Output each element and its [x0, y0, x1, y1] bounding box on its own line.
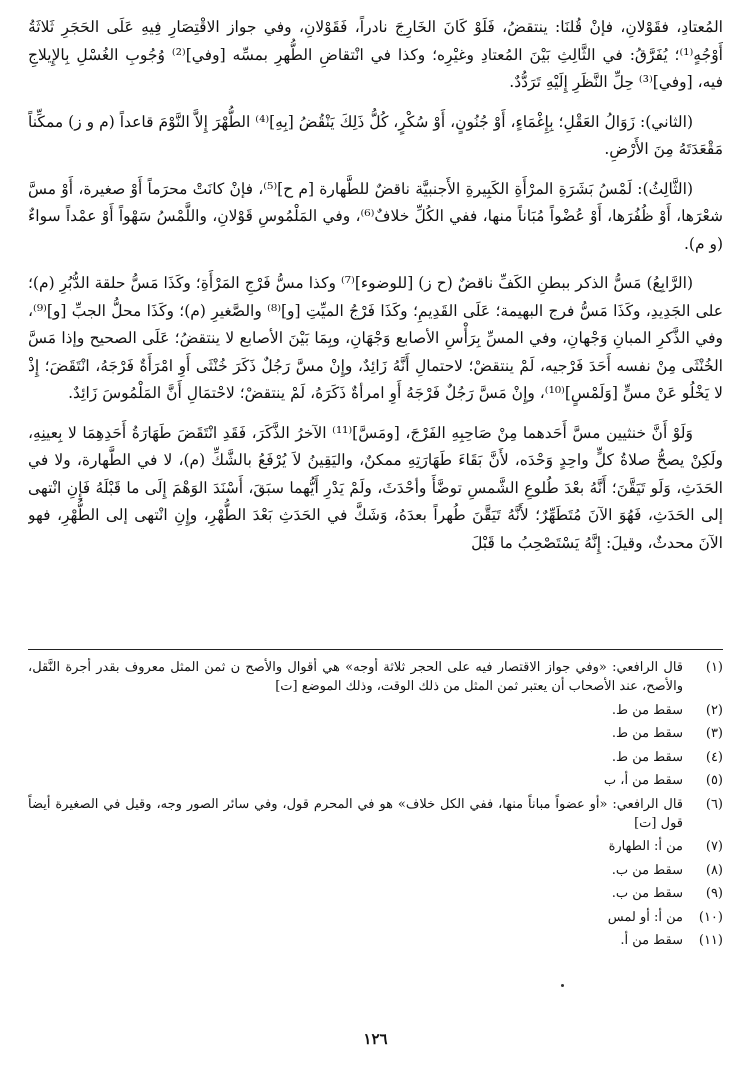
footnote-number: (٣)	[705, 726, 723, 741]
footnote	[28, 931, 723, 950]
footnote	[28, 837, 723, 856]
paragraph-second: (الثاني): زَوَالُ العَقْلِ؛ بِإِغْمَاءٍ، أَوْ جُنُونٍ، أَوْ سُكْرٍ، كُلُّ ذَلِكَ يَنْقُضُ [بِهِ]⁽⁴⁾ الطُّهْرَ إِلاَّ النَّوْمَ قاعداً (م و ز) ممكِّناً مَقْعَدَتَهُ مِنَ الأَرْضِ.	[28, 112, 723, 158]
footnote-text: سقط من ط.	[611, 726, 683, 741]
footnote-text: سقط من أ.	[620, 933, 683, 948]
footnote-number: (١٠)	[698, 909, 723, 925]
footnote	[28, 771, 723, 790]
footnote-text: سقط من ط.	[611, 749, 683, 765]
footnote-number: (٥)	[705, 773, 723, 788]
footnote	[28, 908, 723, 927]
footnote	[28, 748, 723, 767]
footnote-number: (٧)	[705, 839, 723, 854]
stray-mark	[561, 984, 564, 987]
footnote	[28, 861, 723, 880]
footnote-number: (٩)	[705, 886, 723, 901]
footnote-number: (٨)	[705, 862, 723, 878]
footnote	[28, 884, 723, 903]
footnote-divider	[28, 649, 723, 650]
footnote	[28, 724, 723, 743]
paragraph-fourth: (الرَّابِعُ) مَسُّ الذكر ببطنِ الكَفِّ ناقضٌ (ح ز) [للوضوء]⁽⁷⁾ وكذا مسُّ فَرْجِ المَرْأَةِ؛ وكَذَا مَسُّ حلقة الدُّبُرِ (م)؛ على الجَدِيدِ، وكَذَا مَسُّ فرج البهيمة؛ عَلَى القَدِيمِ؛ وكَذَا فَرْجُ الميِّتِ [و]⁽⁸⁾ والصَّغيرِ (م)؛ وكَذَا محلُّ الجبِّ [و]⁽⁹⁾، وفي الذَّكرِ المبانِ وَجْهانِ، وفي المسِّ بِرَأْسِ الأصابع وَجْهَانِ، وبِمَا بَيْنَ الأصابع لا ينتقضُ؛ عَلَى الصحيح وإذا مَسَّ الخُنْثَى مِنْ نفسه أَحَدَ فَرْجيه، لَمْ ينتقضْ؛ لاحتمالِ أَنَّهُ زَائِدٌ، وإِنْ مسَّ رَجُلٌ ذَكَرَ خُنْثَى أَوِ امْرَأَةٌ فَرْجَهُ، انْتَقَضَ؛ إِذْ لا يَخْلُو عَنْ مسٍّ [وَلَمْسٍ]⁽¹⁰⁾، وإِنْ مَسَّ رَجُلٌ فَرْجَهُ أَوِ امرأةٌ ذَكَرَهُ، لَمْ ينتقضْ؛ لاحْتمَالِ أَنَّ المَلْمُوسَ زَائِدٌ.	[28, 274, 723, 402]
footnote-number: (١١)	[698, 933, 723, 948]
footnotes	[28, 658, 723, 1003]
footnote-text: قال الرافعي: «وفي جواز الاقتصار فيه على الحجر ثلاثة أوجه» هي أقوال والأصح ن ثمن المثل معروف بقدر أجرة النَّقل، والأصح، عند الأصحاب أن يعتبر ثمن المثل من ذلك الوقت، وذلك الموضع [ت]	[28, 660, 683, 694]
footnote-number: (١)	[705, 660, 723, 675]
footnote-number: (٢)	[705, 702, 723, 718]
footnote	[28, 795, 723, 833]
footnote-text: سقط من ب.	[611, 886, 683, 901]
main-text	[28, 14, 723, 644]
paragraph-third: (الثَّالِثُ): لَمْسُ بَشَرَةِ المرْأَةِ الكَبِيرةِ الأَجنبيَّة ناقضٌ للطَّهارة [م ح]⁽⁵⁾، فإنْ كانَتْ محرَماً أَوْ صغيرة، أَوْ مسَّ شعْرَها، أَوْ ظُفُرَها، أَوْ عُضْواً مُبَاناً منها، ففي الكُلِّ خلافٌ⁽⁶⁾، وفي المَلْمُوسِ قَوْلانِ، واللَّمْسُ سَهْواً أَوْ عمْداً سواءٌ (و م).	[28, 179, 723, 253]
book-page	[28, 14, 723, 1074]
footnote	[28, 701, 723, 720]
footnote-text: من أ: الطهارة	[608, 839, 683, 854]
footnote-text: من أ: أو لمس	[607, 909, 683, 925]
footnote-text: سقط من ب.	[611, 862, 683, 878]
paragraph-continuation: المُعتادِ، فقَوْلانِ، فإنْ قُلنَا: ينتقضُ، فَلَوْ كَانَ الخَارِجَ نادراً، فَقَوْلانِ، وفي جواز الاقْتِصَارِ فِيهِ عَلَى الحَجَرِ ثَلاثَةُ أَوْجُهٍ⁽¹⁾؛ يُفَرَّقُ: في الثَّالِثِ بَيْنَ المُعتادِ وغيْرِه؛ وكذا في انْتقاضِ الطُّهرِ بمسِّه [وفي]⁽²⁾ وُجُوبِ الغُسْلِ بِالإِيلاجِ فيه، [وفي]⁽³⁾ حِلِّ النَّظَرِ إِلَيْهِ تَرَدُّدٌ.	[28, 18, 723, 91]
footnote-number: (٦)	[705, 796, 723, 812]
footnote-text: قال الرافعي: «أو عضواً مباناً منها، ففي الكل خلاف» هو في المحرم قول، وفي سائر الصور وجه، وقيل في الصغيرة أيضاً قول [ت]	[28, 796, 683, 831]
footnote-text: سقط من أ، ب	[603, 773, 683, 788]
footnote-text: سقط من ط.	[611, 702, 683, 718]
paragraph-hermaphrodites: وَلَوْ أَنَّ خنثيين مسَّ أَحَدهما مِنْ صَاحِبِهِ الفَرْجَ، [ومَسَّ]⁽¹¹⁾ الآخرُ الذَّكَرَ، فَقَدِ انْتَقَضَ طَهَارَةُ أَحَدِهِمَا لا بِعينِهِ، ولَكِنْ يصحُّ صلاةُ كلٍّ واحِدٍ وَحْدَه، لأَنَّ بَقَاءَ طَهَارَتِهِ ممكنٌ، واليَقِينُ لاَ يُرْفَعُ بالشَّكِّ (م)، لا في الطَّهارة، ولا في الحَدَثِ، وَلَو تَيَقَّنَ؛ أَنَّهُ بعْدَ طُلوعِ الشَّمسِ توضَّأَ وأحْدَثَ، ولَمْ يَدْرِ أَيُّهما سبَقَ، أَسْنَدَ الوَهْمَ إِلَى ما قَبْلَهُ فَإِنِ انْتهى إلى الحَدَثِ، فَهُوَ الآنَ مُتَطَهِّرٌ؛ لأَنَّهُ تَيَقَّنَ طُهراً بعدَهُ، وَشَكَّ في الحَدَثِ بَعْدَ الطُّهْرِ، وإِنِ انْتهى إلى الطُّهْرِ، فهو الآنَ محدثٌ، وقيلَ: إِنَّهُ يَسْتَصْحِبُ ما قَبْلَ	[28, 423, 723, 552]
page-number: ١٢٦	[363, 1030, 388, 1048]
footnote	[28, 658, 723, 696]
footnote-number: (٤)	[705, 749, 723, 765]
